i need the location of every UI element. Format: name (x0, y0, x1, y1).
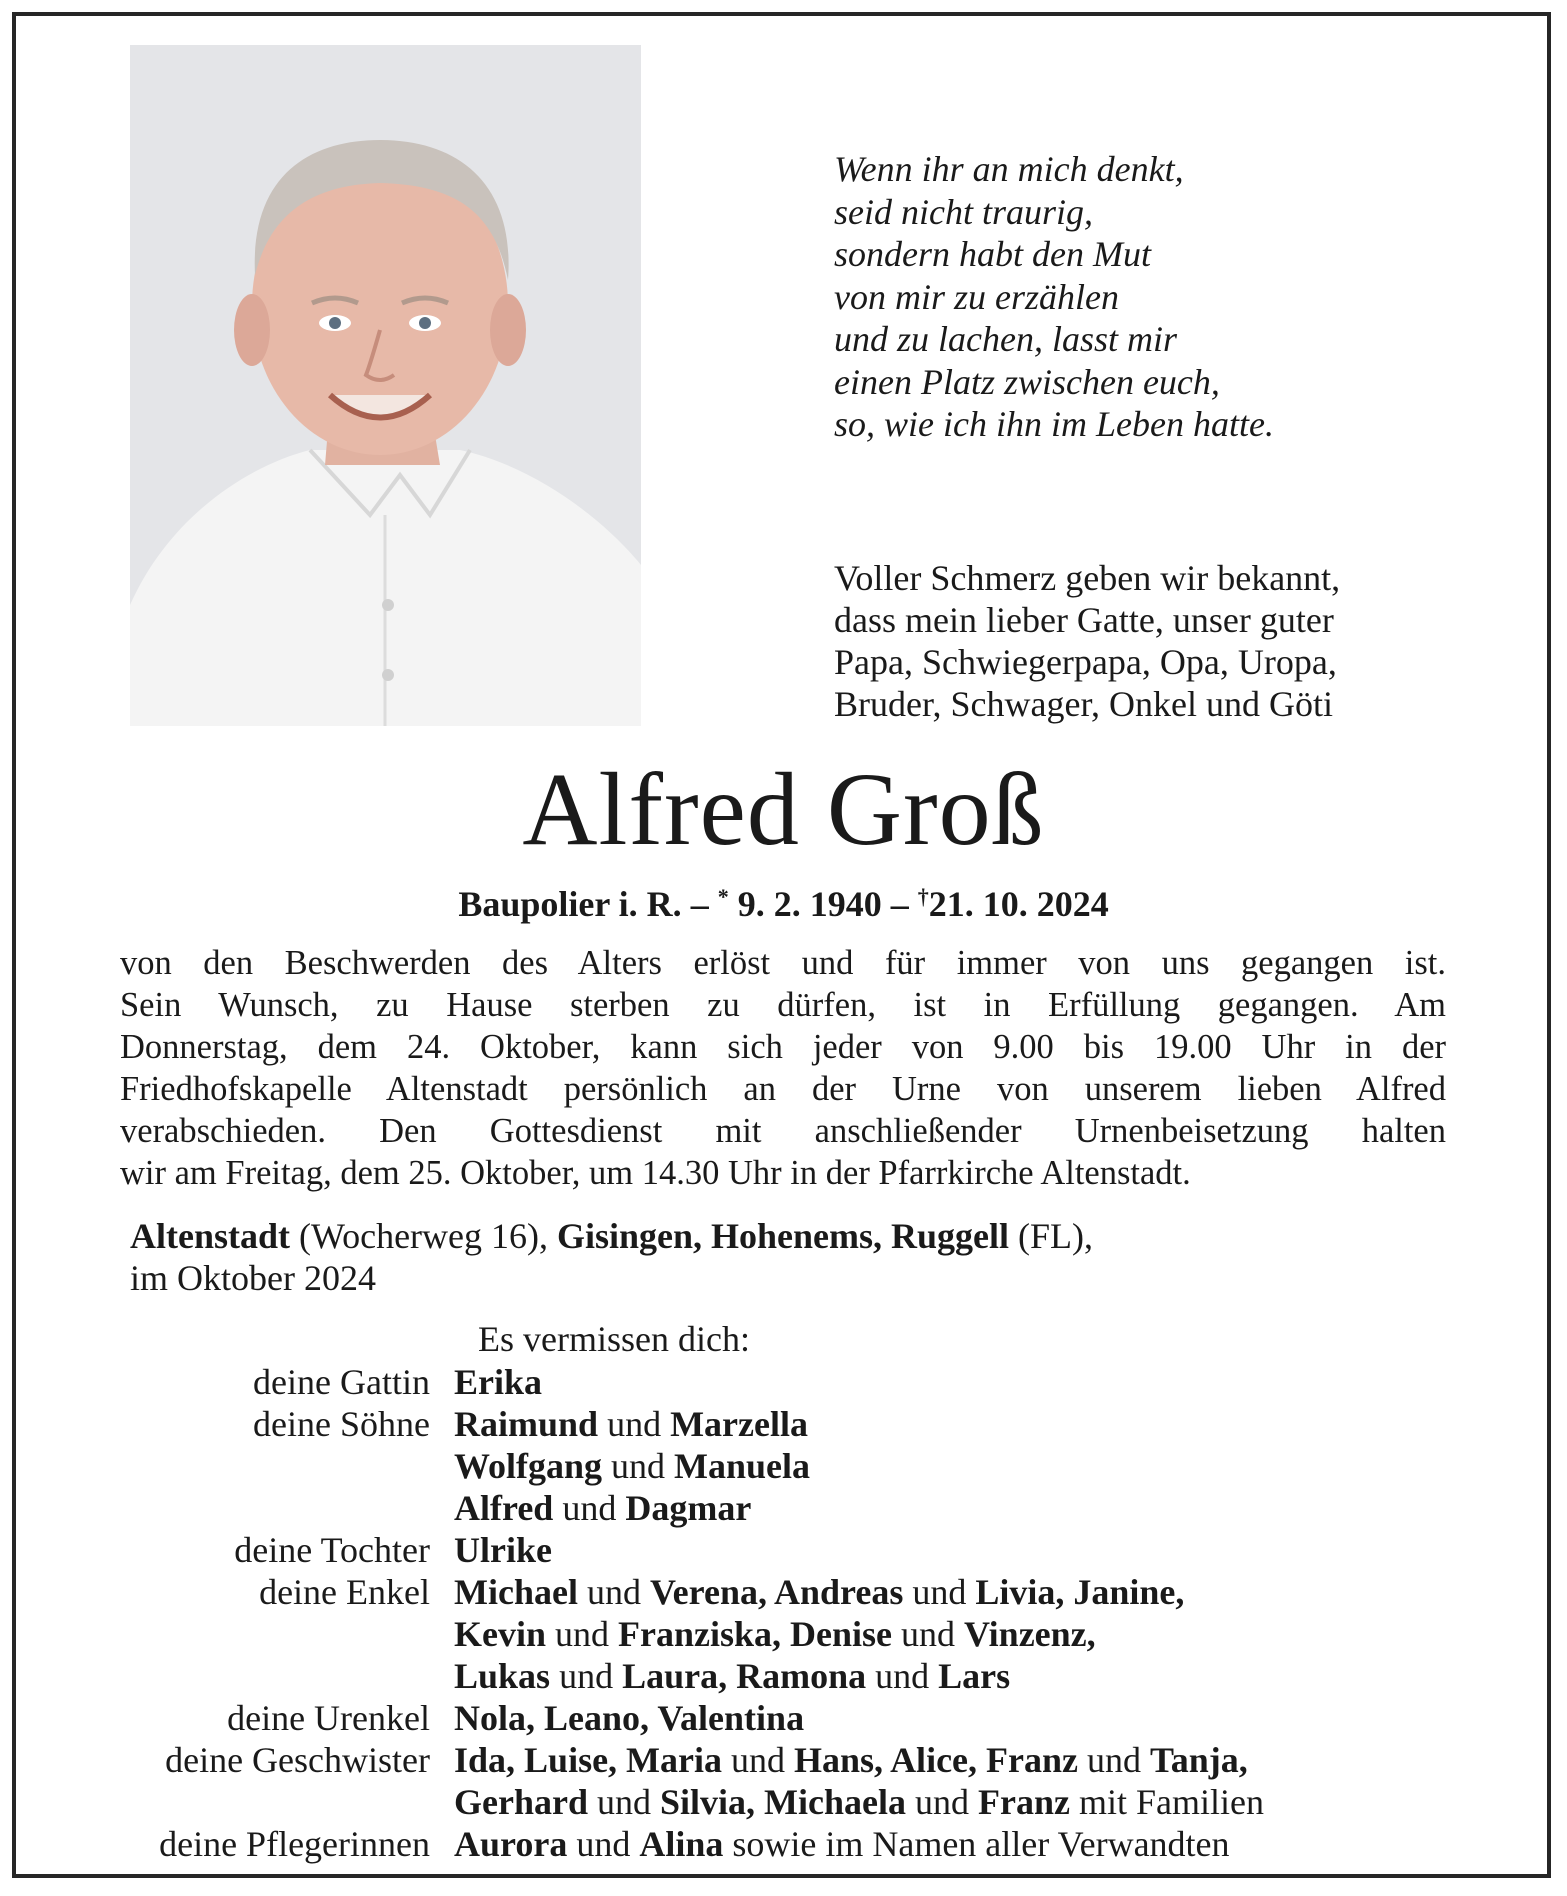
mourner-row (0, 1697, 1567, 1739)
mourner-row (0, 1529, 1567, 1571)
connector-text: und (587, 1782, 660, 1822)
other-towns: Gisingen, Hohenems, Ruggell (557, 1216, 1010, 1256)
mourner-name: Verena, Andreas (649, 1572, 904, 1612)
mourner-names (454, 1529, 1567, 1571)
portrait-photo (130, 45, 641, 726)
connector-text: und (602, 1446, 675, 1486)
mourner-row (0, 1403, 1567, 1445)
mourner-name: Marzella (670, 1404, 808, 1444)
mourner-name: Wolfgang (454, 1446, 603, 1486)
connector-text: und (598, 1404, 671, 1444)
mourner-row (0, 1655, 1567, 1697)
connector-text: und (577, 1572, 650, 1612)
death-symbol: † (917, 884, 929, 909)
mourner-name: Nola, Leano, Valentina (454, 1698, 805, 1738)
address: (Wocherweg 16), (290, 1216, 557, 1256)
announcement-intro (834, 557, 1340, 725)
town: Altenstadt (130, 1216, 290, 1256)
birth-symbol: * (717, 884, 729, 909)
mourner-name: Lukas (454, 1656, 551, 1696)
mourner-name: Alfred (454, 1488, 554, 1528)
relation-label (0, 1613, 454, 1655)
intro-line: Voller Schmerz geben wir bekannt, (834, 558, 1341, 598)
mourner-name: Tanja, (1150, 1740, 1248, 1780)
connector-text: und (1078, 1740, 1150, 1780)
connector-text: mit Familien (1069, 1782, 1264, 1822)
mourner-names (454, 1403, 1567, 1445)
mourner-name: Raimund (454, 1404, 599, 1444)
mourner-names (454, 1781, 1567, 1823)
mourner-names (454, 1487, 1567, 1529)
mourner-name: Lars (938, 1656, 1011, 1696)
mourner-names (454, 1445, 1567, 1487)
connector-text: und (905, 1782, 978, 1822)
relation-label: deine Urenkel (227, 1698, 430, 1738)
mourner-name: Manuela (674, 1446, 811, 1486)
poem-line: von mir zu erzählen (834, 276, 1119, 317)
mourner-name: Livia, Janine, (975, 1572, 1185, 1612)
poem-line: sondern habt den Mut (834, 234, 1151, 274)
dash: – (690, 884, 709, 924)
body-line: von den Beschwerden des Alters erlöst und für immer von uns gegangen ist. (120, 944, 1446, 982)
mourner-name: Erika (454, 1362, 543, 1402)
mourner-row (0, 1781, 1567, 1823)
mourner-name: Franziska, Denise (618, 1614, 893, 1654)
mourner-name: Laura, Ramona (622, 1656, 867, 1696)
connector-text: und (722, 1740, 795, 1780)
relation-label: deine Gattin (253, 1362, 430, 1402)
relation-label (0, 1655, 454, 1697)
connector-text: und (546, 1614, 619, 1654)
place-and-date (130, 1215, 1093, 1299)
intro-line: Papa, Schwiegerpapa, Opa, Uropa, (834, 642, 1337, 682)
connector-text: und (550, 1656, 623, 1696)
intro-line: Bruder, Schwager, Onkel und Göti (834, 684, 1334, 724)
mourner-names (454, 1655, 1567, 1697)
mourner-name: Silvia, Michaela (659, 1782, 906, 1822)
relation-label: deine Enkel (259, 1572, 430, 1612)
birth-date: 9. 2. 1940 (737, 884, 882, 924)
poem-line: seid nicht traurig, (834, 191, 1093, 232)
relation-label (0, 1781, 454, 1823)
mourner-name: Franz (977, 1782, 1070, 1822)
poem-line: Wenn ihr an mich denkt, (834, 149, 1184, 189)
poem (834, 148, 1274, 446)
mourner-name: Michael (454, 1572, 578, 1612)
mourner-row (0, 1487, 1567, 1529)
relation-label (0, 1487, 454, 1529)
body-line: verabschieden. Den Gottesdienst mit anschließender Urnenbeisetzung halten (120, 1112, 1446, 1150)
mourner-row (0, 1823, 1567, 1865)
body-line: Sein Wunsch, zu Hause sterben zu dürfen, ist in Erfüllung gegangen. Am (120, 986, 1446, 1024)
body-line: Donnerstag, dem 24. Oktober, kann sich jeder von 9.00 bis 19.00 Uhr in der (120, 1028, 1446, 1066)
mourner-names (454, 1361, 1567, 1403)
notice-date: im Oktober 2024 (130, 1258, 376, 1298)
mourner-row (0, 1361, 1567, 1403)
connector-text: und (567, 1824, 640, 1864)
mourner-name: Vinzenz, (964, 1614, 1096, 1654)
connector-text: und (553, 1488, 626, 1528)
mourners-heading: Es vermissen dich: (478, 1319, 750, 1359)
country: (FL), (1009, 1216, 1094, 1256)
life-dates (0, 875, 1567, 926)
relation-label: deine Tochter (234, 1530, 430, 1570)
mourner-name: Alina (639, 1824, 724, 1864)
body-line: Friedhofskapelle Altenstadt persönlich an der Urne von unserem lieben Alfred (120, 1070, 1446, 1108)
mourner-name: Hans, Alice, Franz (794, 1740, 1078, 1780)
mourner-names (454, 1697, 1567, 1739)
relation-label: deine Geschwister (165, 1740, 430, 1780)
connector-text: und (892, 1614, 965, 1654)
connector-text: sowie im Namen aller Verwandten (723, 1824, 1230, 1864)
mourner-names (454, 1613, 1567, 1655)
mourner-row (0, 1445, 1567, 1487)
announcement-body (120, 942, 1446, 1194)
mourner-names (454, 1739, 1567, 1781)
connector-text: und (866, 1656, 939, 1696)
mourners-list (0, 1361, 1567, 1865)
poem-line: und zu lachen, lasst mir (834, 319, 1178, 359)
mourner-row (0, 1739, 1567, 1781)
deceased-name: Alfred Groß (522, 752, 1045, 867)
death-date: 21. 10. 2024 (928, 884, 1109, 924)
mourner-names (454, 1571, 1567, 1613)
mourner-name: Kevin (454, 1614, 547, 1654)
relation-label: deine Pflegerinnen (159, 1824, 430, 1864)
occupation: Baupolier i. R. (458, 884, 682, 924)
connector-text: und (903, 1572, 976, 1612)
mourner-name: Gerhard (454, 1782, 588, 1822)
mourner-name: Aurora (454, 1824, 568, 1864)
mourner-name: Dagmar (625, 1488, 752, 1528)
poem-line: so, wie ich ihn im Leben hatte. (834, 404, 1274, 444)
body-line: wir am Freitag, dem 25. Oktober, um 14.30 Uhr in der Pfarrkirche Altenstadt. (120, 1154, 1191, 1192)
mourner-name: Ulrike (454, 1530, 552, 1570)
dash: – (890, 884, 909, 924)
poem-line: einen Platz zwischen euch, (834, 361, 1220, 402)
intro-line: dass mein lieber Gatte, unser guter (834, 600, 1334, 640)
mourner-row (0, 1571, 1567, 1613)
mourner-names (454, 1823, 1567, 1865)
relation-label (0, 1445, 454, 1487)
relation-label: deine Söhne (253, 1404, 430, 1444)
mourner-row (0, 1613, 1567, 1655)
mourner-name: Ida, Luise, Maria (454, 1740, 723, 1780)
